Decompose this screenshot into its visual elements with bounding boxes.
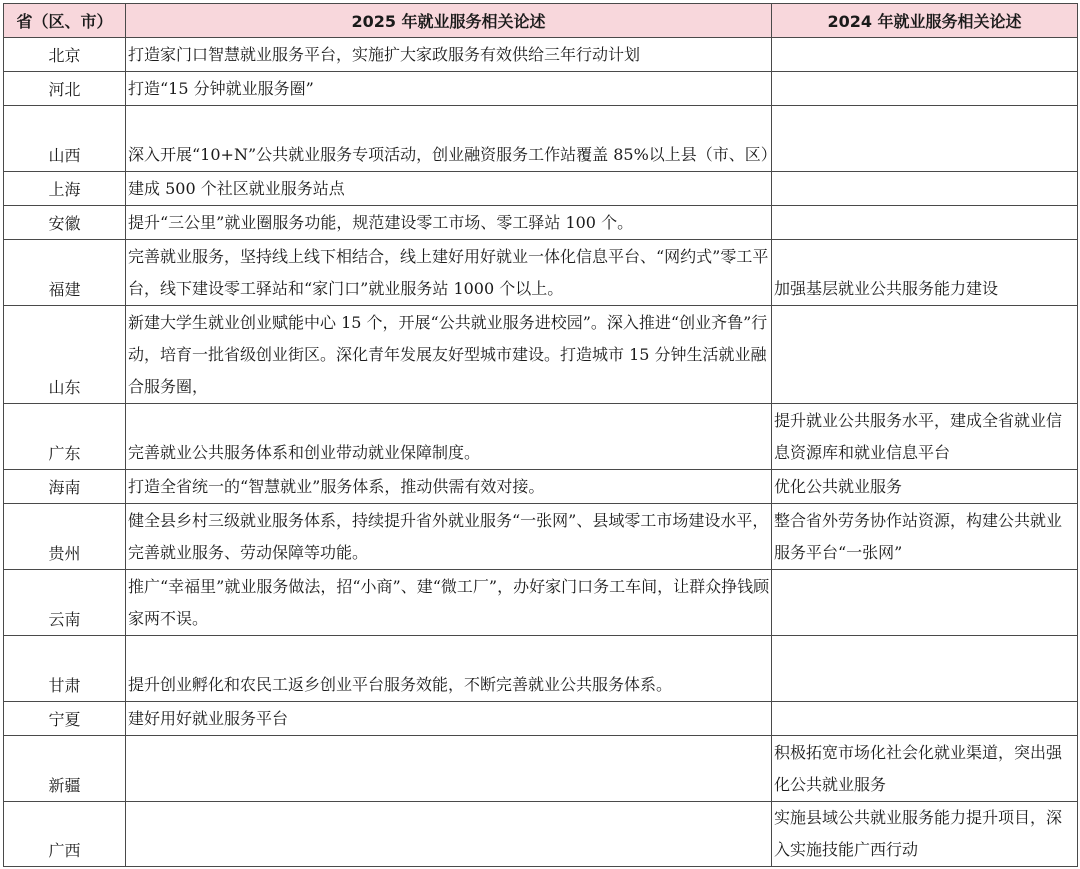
text-2024-cell: 加强基层就业公共服务能力建设 [772,240,1078,306]
province-cell: 上海 [4,172,126,206]
province-cell: 山东 [4,306,126,404]
header-province: 省（区、市） [4,4,126,38]
province-cell: 贵州 [4,504,126,570]
province-cell: 新疆 [4,736,126,802]
text-2025-cell: 新建大学生就业创业赋能中心 15 个，开展“公共就业服务进校园”。深入推进“创业齐鲁”行动，培育一批省级创业街区。深化青年发展友好型城市建设。打造城市 15 分钟生活就业融合服务圈， [126,306,772,404]
header-2024: 2024 年就业服务相关论述 [772,4,1078,38]
text-2024-cell: 优化公共就业服务 [772,470,1078,504]
province-cell: 云南 [4,570,126,636]
text-2025-cell: 深入开展“10+N”公共就业服务专项活动，创业融资服务工作站覆盖 85%以上县（市、区） [126,106,772,172]
text-2024-cell: 提升就业公共服务水平，建成全省就业信息资源库和就业信息平台 [772,404,1078,470]
text-2024-cell [772,306,1078,404]
table-row [4,172,1078,206]
table-row [4,106,1078,172]
province-cell: 安徽 [4,206,126,240]
province-cell: 北京 [4,38,126,72]
province-cell: 广东 [4,404,126,470]
text-2024-cell [772,106,1078,172]
table-row [4,470,1078,504]
text-2024-cell [772,702,1078,736]
text-2024-cell [772,206,1078,240]
text-2025-cell: 健全县乡村三级就业服务体系，持续提升省外就业服务“一张网”、县域零工市场建设水平，完善就业服务、劳动保障等功能。 [126,504,772,570]
text-2025-cell: 推广“幸福里”就业服务做法，招“小商”、建“微工厂”，办好家门口务工车间，让群众挣钱顾家两不误。 [126,570,772,636]
text-2025-cell [126,736,772,802]
text-2025-cell: 打造全省统一的“智慧就业”服务体系，推动供需有效对接。 [126,470,772,504]
text-2025-cell: 打造“15 分钟就业服务圈” [126,72,772,106]
text-2024-cell [772,72,1078,106]
text-2024-cell [772,38,1078,72]
header-row [4,4,1078,38]
table-row [4,404,1078,470]
table-row [4,38,1078,72]
province-cell: 广西 [4,802,126,867]
province-cell: 宁夏 [4,702,126,736]
province-cell: 山西 [4,106,126,172]
text-2024-cell: 实施县域公共就业服务能力提升项目，深入实施技能广西行动 [772,802,1078,867]
text-2025-cell: 提升创业孵化和农民工返乡创业平台服务效能，不断完善就业公共服务体系。 [126,636,772,702]
text-2025-cell: 建好用好就业服务平台 [126,702,772,736]
text-2025-cell: 完善就业公共服务体系和创业带动就业保障制度。 [126,404,772,470]
employment-services-table [3,3,1078,867]
text-2025-cell: 完善就业服务，坚持线上线下相结合，线上建好用好就业一体化信息平台、“网约式”零工平台，线下建设零工驿站和“家门口”就业服务站 1000 个以上。 [126,240,772,306]
table-row [4,306,1078,404]
text-2024-cell [772,636,1078,702]
table-row [4,240,1078,306]
text-2025-cell: 建成 500 个社区就业服务站点 [126,172,772,206]
table-row [4,736,1078,802]
text-2024-cell: 整合省外劳务协作站资源，构建公共就业服务平台“一张网” [772,504,1078,570]
province-cell: 甘肃 [4,636,126,702]
table-row [4,206,1078,240]
text-2024-cell [772,172,1078,206]
table-row [4,72,1078,106]
text-2025-cell [126,802,772,867]
province-cell: 福建 [4,240,126,306]
text-2024-cell: 积极拓宽市场化社会化就业渠道，突出强化公共就业服务 [772,736,1078,802]
table-row [4,570,1078,636]
table-row [4,504,1078,570]
province-cell: 海南 [4,470,126,504]
table-row [4,802,1078,867]
province-cell: 河北 [4,72,126,106]
header-2025: 2025 年就业服务相关论述 [126,4,772,38]
text-2025-cell: 提升“三公里”就业圈服务功能，规范建设零工市场、零工驿站 100 个。 [126,206,772,240]
text-2024-cell [772,570,1078,636]
text-2025-cell: 打造家门口智慧就业服务平台，实施扩大家政服务有效供给三年行动计划 [126,38,772,72]
table-row [4,636,1078,702]
table-row [4,702,1078,736]
